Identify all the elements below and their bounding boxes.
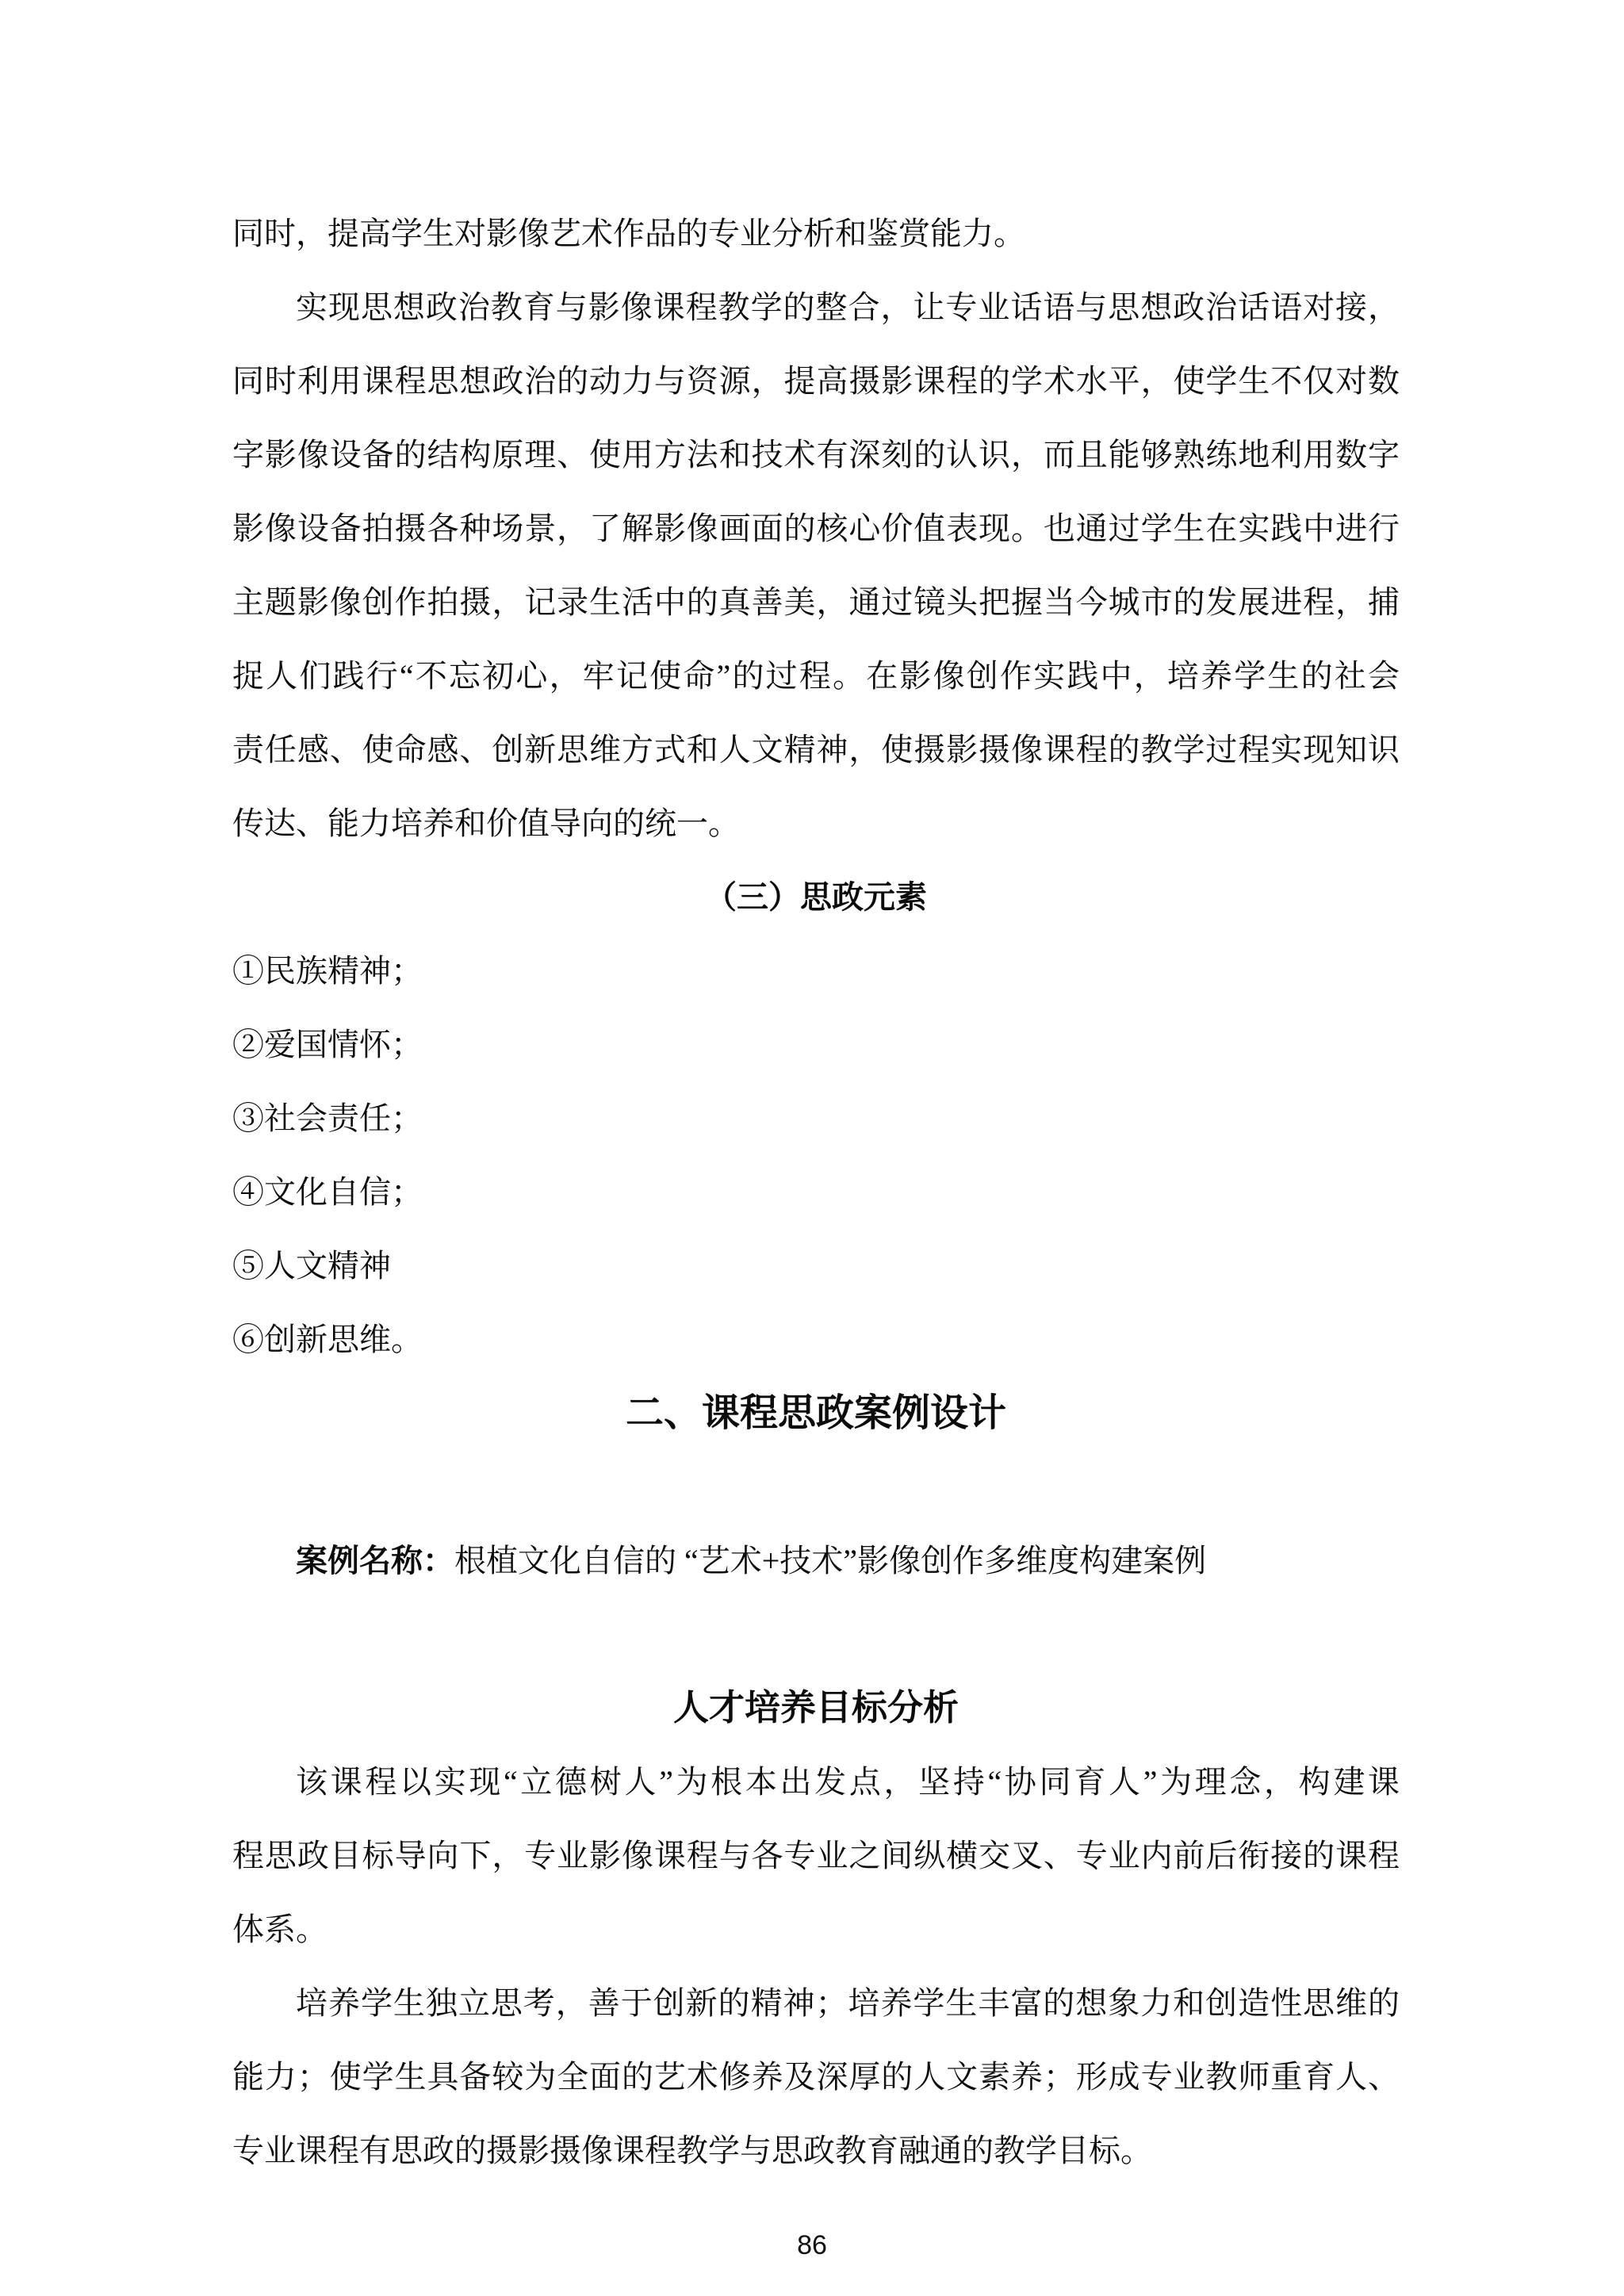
list-item: ①民族精神；	[232, 953, 423, 989]
case-name-label: 案例名称：	[296, 1543, 454, 1578]
body-line: 培养学生独立思考，善于创新的精神；培养学生丰富的想象力和创造性思维的	[296, 1985, 1400, 2021]
body-line: 实现思想政治教育与影像课程教学的整合，让专业话语与思想政治话语对接，	[296, 289, 1400, 325]
body-line: 同时利用课程思想政治的动力与资源，提高摄影课程的学术水平，使学生不仅对数	[232, 363, 1400, 399]
body-line: 字影像设备的结构原理、使用方法和技术有深刻的认识，而且能够熟练地利用数字	[232, 437, 1400, 473]
body-line: 传达、能力培养和价值导向的统一。	[232, 806, 740, 841]
body-line: 责任感、使命感、创新思维方式和人文精神，使摄影摄像课程的教学过程实现知识	[232, 732, 1400, 767]
case-name-line	[232, 1524, 1400, 1598]
list-item: ③社会责任；	[232, 1100, 423, 1136]
body-line: 同时，提高学生对影像艺术作品的专业分析和鉴赏能力。	[232, 216, 1025, 251]
list-item: ②爱国情怀；	[232, 1027, 423, 1062]
body-line: 能力；使学生具备较为全面的艺术修养及深厚的人文素养；形成专业教师重育人、	[232, 2059, 1400, 2095]
body-line: 程思政目标导向下，专业影像课程与各专业之间纵横交叉、专业内前后衔接的课程	[232, 1838, 1400, 1873]
list-item: ⑤人文精神	[232, 1248, 391, 1284]
case-name-text: 根植文化自信的 “艺术+技术”影像创作多维度构建案例	[454, 1543, 1207, 1578]
list-item: ⑥创新思维。	[232, 1322, 423, 1357]
section-heading-elements: （三）思政元素	[705, 879, 927, 915]
body-line: 该课程以实现“立德树人”为根本出发点，坚持“协同育人”为理念，构建课	[296, 1764, 1400, 1800]
section-heading-case-design: 二、课程思政案例设计	[625, 1392, 1006, 1434]
document-body	[232, 197, 1400, 2187]
page-number: 86	[797, 2230, 827, 2260]
body-line: 影像设备拍摄各种场景，了解影像画面的核心价值表现。也通过学生在实践中进行	[232, 511, 1400, 546]
section-heading-talent-goal: 人才培养目标分析	[672, 1688, 959, 1728]
body-line: 体系。	[232, 1911, 327, 1947]
body-line: 主题影像创作拍摄，记录生活中的真善美，通过镜头把握当今城市的发展进程，捕	[232, 584, 1400, 620]
blank-line	[232, 1598, 1400, 1671]
list-item: ④文化自信；	[232, 1174, 423, 1210]
blank-line	[232, 1450, 1400, 1524]
body-line: 捉人们践行“不忘初心，牢记使命”的过程。在影像创作实践中，培养学生的社会	[232, 658, 1400, 694]
body-line: 专业课程有思政的摄影摄像课程教学与思政教育融通的教学目标。	[232, 2133, 1152, 2168]
